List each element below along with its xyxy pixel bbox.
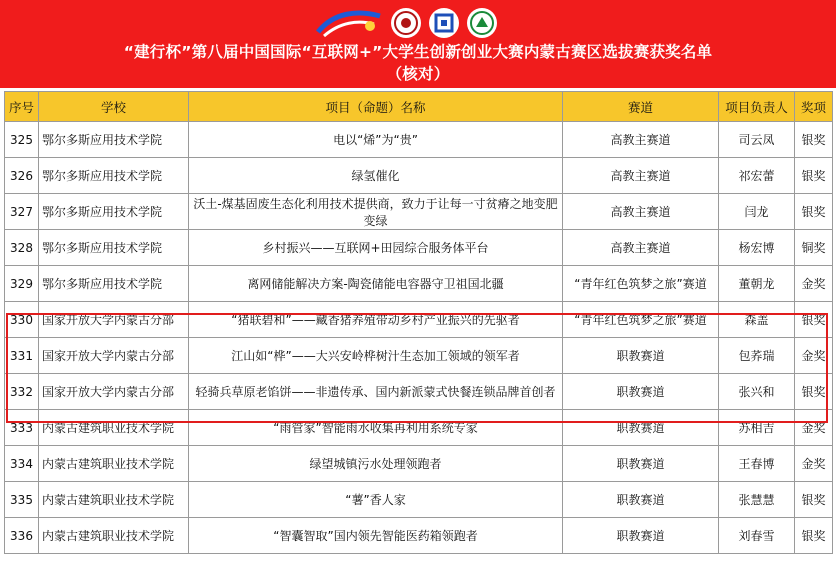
cell-track: 职教赛道: [563, 518, 719, 554]
table-row: [5, 446, 833, 482]
cell-track: 高教主赛道: [563, 158, 719, 194]
page-title: “建行杯”第八届中国国际“互联网+”大学生创新创业大赛内蒙古赛区选拔赛获奖名单: [123, 43, 713, 61]
cell-project: “猪联碧和”——藏香猪养殖带动乡村产业振兴的先驱者: [189, 302, 563, 338]
column-header-number: 序号: [5, 92, 39, 122]
cell-award: 铜奖: [795, 230, 833, 266]
cell-school: 鄂尔多斯应用技术学院: [39, 158, 189, 194]
cell-award: 银奖: [795, 194, 833, 230]
table-row: [5, 482, 833, 518]
cell-number: 335: [5, 482, 39, 518]
title-banner: [0, 0, 836, 88]
cell-award: 银奖: [795, 302, 833, 338]
university-seal-icon: [390, 7, 422, 39]
award-table: [4, 91, 833, 554]
cell-school: 内蒙古建筑职业技术学院: [39, 446, 189, 482]
table-row: [5, 518, 833, 554]
column-header-school: 学校: [39, 92, 189, 122]
bank-logo-icon: [428, 7, 460, 39]
cell-leader: 司云凤: [719, 122, 795, 158]
cell-school: 国家开放大学内蒙古分部: [39, 374, 189, 410]
cell-project: “雨管家”智能雨水收集再利用系统专家: [189, 410, 563, 446]
cell-number: 332: [5, 374, 39, 410]
column-header-leader: 项目负责人: [719, 92, 795, 122]
cell-school: 鄂尔多斯应用技术学院: [39, 194, 189, 230]
cell-award: 金奖: [795, 410, 833, 446]
table-row: [5, 194, 833, 230]
cell-number: 326: [5, 158, 39, 194]
cell-number: 331: [5, 338, 39, 374]
table-row: [5, 338, 833, 374]
cell-school: 内蒙古建筑职业技术学院: [39, 482, 189, 518]
cell-school: 鄂尔多斯应用技术学院: [39, 122, 189, 158]
cell-school: 国家开放大学内蒙古分部: [39, 338, 189, 374]
cell-track: 高教主赛道: [563, 194, 719, 230]
cell-award: 银奖: [795, 518, 833, 554]
cell-leader: 杨宏博: [719, 230, 795, 266]
cell-track: 高教主赛道: [563, 230, 719, 266]
emblem-logo-icon: [466, 7, 498, 39]
cell-project: 绿氢催化: [189, 158, 563, 194]
cell-project: 轻骑兵草原老馅饼——非遗传承、国内新派蒙式快餐连锁品牌首创者: [189, 374, 563, 410]
cell-leader: 苏相吉: [719, 410, 795, 446]
cell-number: 336: [5, 518, 39, 554]
table-row: [5, 302, 833, 338]
table-row: [5, 122, 833, 158]
cell-project: “智囊智取”国内领先智能医药箱领跑者: [189, 518, 563, 554]
cell-award: 银奖: [795, 482, 833, 518]
cell-school: 内蒙古建筑职业技术学院: [39, 410, 189, 446]
cell-leader: 闫龙: [719, 194, 795, 230]
cell-leader: 张慧慧: [719, 482, 795, 518]
cell-number: 328: [5, 230, 39, 266]
cell-number: 330: [5, 302, 39, 338]
cell-track: 职教赛道: [563, 446, 719, 482]
cell-number: 333: [5, 410, 39, 446]
cell-school: 国家开放大学内蒙古分部: [39, 302, 189, 338]
swoosh-logo-icon: [314, 6, 384, 40]
table-row: [5, 374, 833, 410]
cell-award: 金奖: [795, 446, 833, 482]
cell-award: 银奖: [795, 158, 833, 194]
cell-track: 职教赛道: [563, 482, 719, 518]
cell-track: “青年红色筑梦之旅”赛道: [563, 302, 719, 338]
cell-leader: 森盖: [719, 302, 795, 338]
cell-leader: 包荞瑞: [719, 338, 795, 374]
cell-track: 高教主赛道: [563, 122, 719, 158]
cell-award: 金奖: [795, 266, 833, 302]
cell-project: 离网储能解决方案-陶瓷储能电容器守卫祖国北疆: [189, 266, 563, 302]
cell-award: 银奖: [795, 374, 833, 410]
table-row: [5, 266, 833, 302]
page-subtitle: （核对）: [386, 65, 450, 83]
table-row: [5, 158, 833, 194]
table-row: [5, 230, 833, 266]
cell-number: 334: [5, 446, 39, 482]
cell-award: 金奖: [795, 338, 833, 374]
cell-school: 鄂尔多斯应用技术学院: [39, 266, 189, 302]
cell-track: 职教赛道: [563, 374, 719, 410]
cell-leader: 董朝龙: [719, 266, 795, 302]
cell-project: 电以“烯”为“贵”: [189, 122, 563, 158]
cell-project: 乡村振兴——互联网+田园综合服务体平台: [189, 230, 563, 266]
cell-leader: 王春博: [719, 446, 795, 482]
cell-track: 职教赛道: [563, 338, 719, 374]
column-header-project: 项目（命题）名称: [189, 92, 563, 122]
cell-project: 绿望城镇污水处理领跑者: [189, 446, 563, 482]
column-header-track: 赛道: [563, 92, 719, 122]
cell-track: 职教赛道: [563, 410, 719, 446]
cell-number: 325: [5, 122, 39, 158]
cell-school: 鄂尔多斯应用技术学院: [39, 230, 189, 266]
cell-project: 沃土-煤基固废生态化利用技术提供商，致力于让每一寸贫瘠之地变肥变绿: [189, 194, 563, 230]
column-header-award: 奖项: [795, 92, 833, 122]
cell-track: “青年红色筑梦之旅”赛道: [563, 266, 719, 302]
cell-award: 银奖: [795, 122, 833, 158]
cell-school: 内蒙古建筑职业技术学院: [39, 518, 189, 554]
cell-leader: 刘春雪: [719, 518, 795, 554]
cell-project: 江山如“桦”——大兴安岭桦树汁生态加工领域的领军者: [189, 338, 563, 374]
cell-project: “薯”香人家: [189, 482, 563, 518]
table-row: [5, 410, 833, 446]
cell-number: 329: [5, 266, 39, 302]
cell-leader: 张兴和: [719, 374, 795, 410]
table-header-row: [5, 92, 833, 122]
cell-number: 327: [5, 194, 39, 230]
cell-leader: 祁宏蕾: [719, 158, 795, 194]
logo-strip: [314, 4, 498, 42]
